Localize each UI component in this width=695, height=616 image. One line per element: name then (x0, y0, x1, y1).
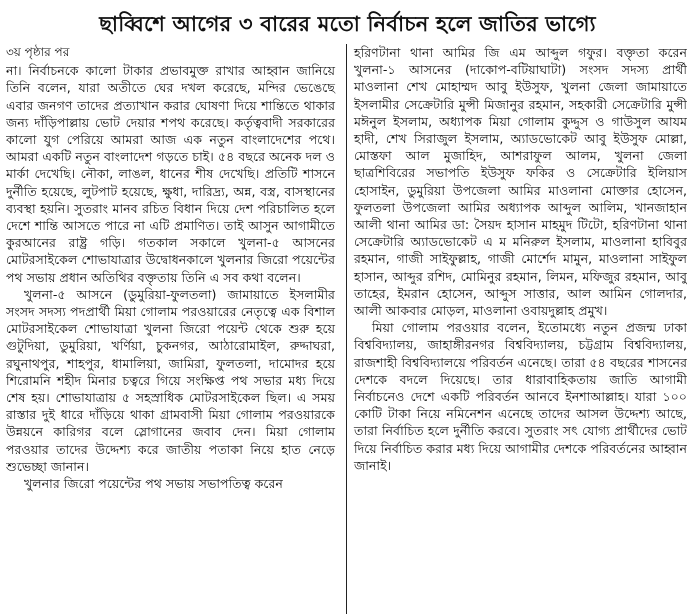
paragraph: খুলনার জিরো পয়েন্টের পথ সভায় সভাপতিত্ব করেন (24, 476, 283, 492)
paragraph: খুলনা-৫ আসনে (ডুমুরিয়া-ফুলতলা) জামায়াতে ইসলামীর সংসদ সদস্য পদপ্রার্থী মিয়া গোলাম পরওয়ারের নেতৃত্বে এক বিশাল মোটরসাইকেল শোভাযাত্রা খুলনা জিরো পয়েন্ট থেকে শুরু হয়ে গুটুদিয়া, ডুমুরিয়া, খর্ণিয়া, চুকনগর, আঠারোমাইল, রুদ্দাঘরা, রঘুনাথপুর, শাহপুর, ধামালিয়া, জামিরা, ফুলতলা, দামোদর হয়ে শিরোমনি শহীদ মিনার চত্বরে গিয়ে সংক্ষিপ্ত পথ সভার মধ্য দিয়ে শেষ হয়। শোভাযাত্রায় ৫ সহস্রাধিক মোটরসাইকেল ছিল। এ সময় রাস্তার দুই ধারে দাঁড়িয়ে থাকা গ্রামবাসী মিয়া গোলাম পরওয়ারকে উন্নয়নে কারিগর বলে স্লোগানের জবাব দেন। মিয়া গোলাম পরওয়ার তাদের উদ্দেশ্য করে জাতীয় পতাকা নিয়ে হাত নেড়ে শুভেচ্ছা জানান। (6, 286, 335, 474)
article-body (6, 44, 689, 614)
left-column (6, 44, 341, 614)
headline: ছাব্বিশে আগের ৩ বারের মতো নির্বাচন হলে জাতির ভাগ্যে (99, 12, 596, 36)
continuation-label: ৩য় পৃষ্ঠার পর (6, 45, 70, 59)
paragraph: মিয়া গোলাম পরওয়ার বলেন, ইতোমধ্যে নতুন প্রজন্ম ঢাকা বিশ্ববিদ্যালয়, জাহাঙ্গীরনগর বিশ্ববিদ্যালয়, চট্টগ্রাম বিশ্ববিদ্যালয়, রাজশাহী বিশ্ববিদ্যালয়ে পরিবর্তন এনেছে। তারা ৫৪ বছরের শাসনের দেশকে বদলে দিয়েছে। তার ধারাবাহিকতায় জাতি আগামী নির্বাচনেও দেশে একটি পরিবর্তন আনবে ইনশাআল্লাহ। যারা ১০০ কোটি টাকা নিয়ে নমিনেশন এনেছে তাদের আসল উদ্দেশ্য আছে, তারা নির্বাচিত হলে দুর্নীতি করবে। সুতরাং সৎ যোগ্য প্রার্থীদের ভোট দিয়ে নির্বাচিত করার মধ্য দিয়ে আগামীর দেশকে পরিবর্তনের আহ্বান জানাই। (354, 320, 687, 473)
column-divider (346, 44, 347, 614)
paragraph: না। নির্বাচনকে কালো টাকার প্রভাবমুক্ত রাখার আহ্বান জানিয়ে তিনি বলেন, যারা অতীতে ঘের দখল করেছে, মন্দির ভেঙেছে এবার জনগণ তাদের প্রত্যাখান করার ঘোষণা দিয়ে শান্তিতে থাকার জন্য দাঁড়িপাল্লায় ভোট দেয়ার শপথ করেছে। কর্তৃত্ববাদী সরকারের কালো যুগ পেরিয়ে আমরা আজ এক নতুন বাংলাদেশের পথে। আমরা একটি নতুন বাংলাদেশ গড়তে চাই। ৫৪ বছরে অনেক দল ও মার্কা দেখেছি। নৌকা, লাঙল, ধানের শীষ দেখেছি। প্রতিটি শাসনে দুর্নীতি হয়েছে, লুটপাট হয়েছে, ক্ষুধা, দারিদ্র্য, অন্ন, বস্ত্র, বাসস্থানের ব্যবস্থা হয়নি। সুতরাং মানব রচিত বিধান দিয়ে দেশ পরিচালিত হলে দেশে শান্তি আসতে পারে না এটি প্রমাণিত। তাই আসুন আগামীতে কুরআনের রাষ্ট্র গড়ি। গতকাল সকালে খুলনা-৫ আসনের মোটরসাইকেল শোভাযাত্রার উদ্বোধনকালে খুলনার জিরো পয়েন্টের পথ সভায় প্রধান অতিথির বক্তৃতায় তিনি এ সব কথা বলেন। (6, 63, 335, 285)
paragraph: হরিণটানা থানা আমির জি এম আব্দুল গফুর। বক্তৃতা করেন খুলনা-১ আসনের (দাকোপ-বটিয়াঘাটা) সংসদ সদস্য প্রার্থী মাওলানা শেখ মোহাম্মদ আবু ইউসুফ, খুলনা জেলা জামায়াতে ইসলামীর সেক্রেটারি মুন্সী মিজানুর রহমান, সহকারী সেক্রেটারি মুন্সী মঈনুল ইসলাম, অধ্যাপক মিয়া গোলাম কুদ্দুস ও গাউসুল আযম হাদী, শেখ সিরাজুল ইসলাম, অ্যাডভোকেট আবু ইউসুফ মোল্লা, মোস্তফা আল মুজাহিদ, আশরাফুল আলম, খুলনা জেলা ছাত্রশিবিরের সভাপতি ইউসুফ ফকির ও সেক্রেটারি ইলিয়াস হোসাইন, ডুমুরিয়া উপজেলা আমির মাওলানা মোক্তার হোসেন, ফুলতলা উপজেলা আমির অধ্যাপক আব্দুল আলিম, খানজাহান আলী থানা আমির ডা: সৈয়দ হাসান মাহমুদ টিটো, হরিণটানা থানা সেক্রেটারি অ্যাডভোকেট এ ম মনিরুল ইসলাম, মাওলানা হাবিবুর রহমান, গাজী সাইফুল্লাহ, গাজী মোর্শেদ মামুন, মাওলানা সাইফুল হাসান, আব্দুর রশিদ, মোমিনুর রহমান, লিমন, মফিজুর রহমান, আবু তাহের, ইমরান হোসেন, আব্দুস সাত্তার, আল আমিন গোলদার, আলী আকবার মোড়ল, মাওলানা ওবায়দুল্লাহ প্রমুখ। (354, 45, 687, 319)
right-column (352, 44, 687, 614)
